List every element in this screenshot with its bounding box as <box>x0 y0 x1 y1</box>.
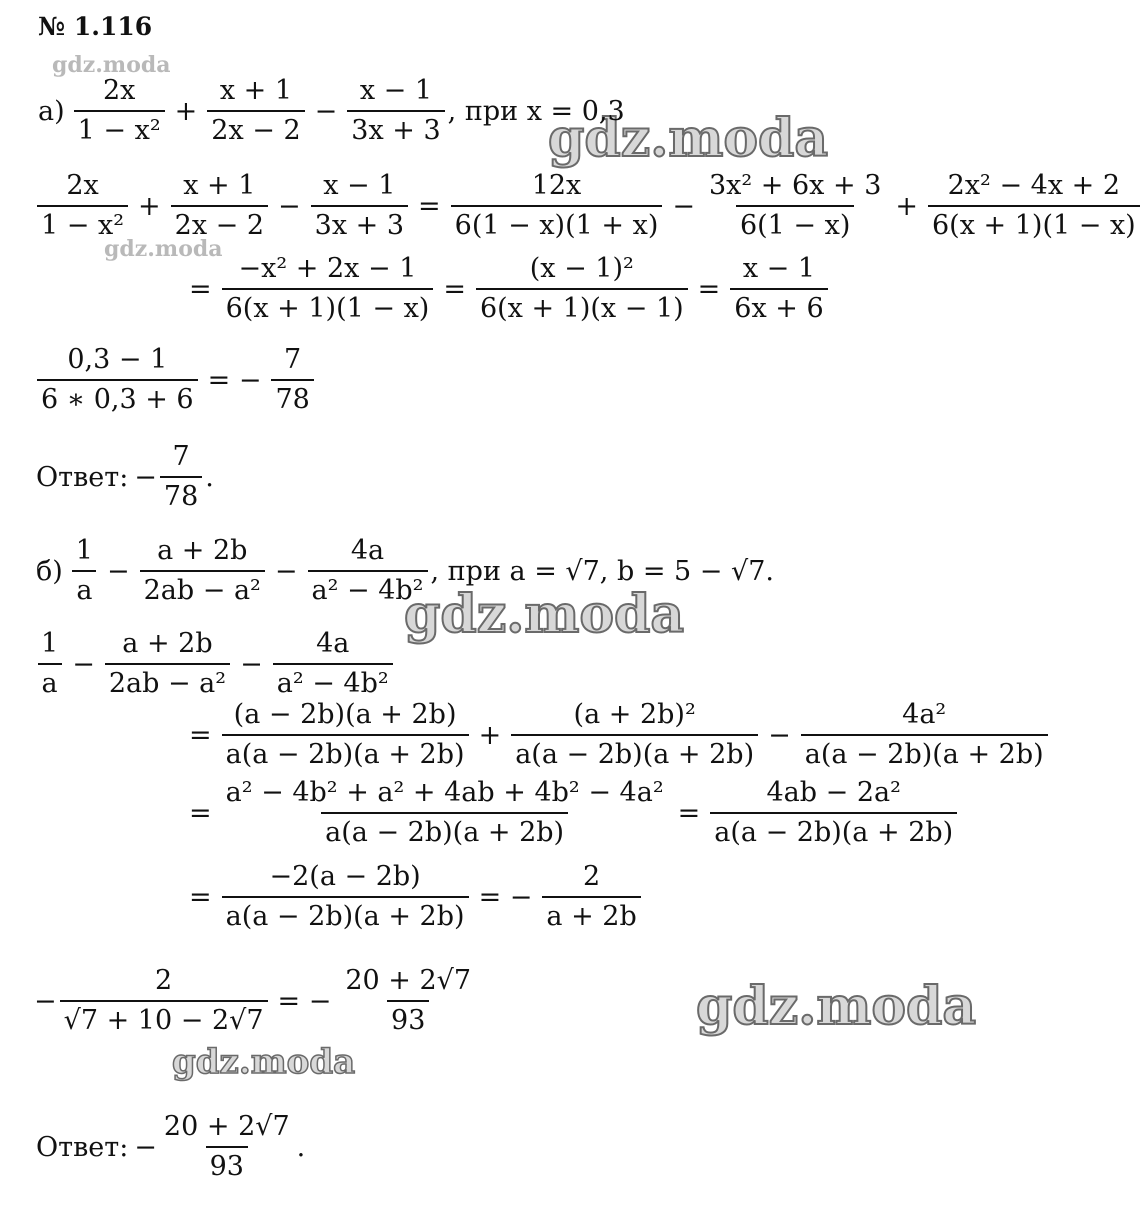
part-b-step-2 <box>182 778 960 848</box>
period: . <box>296 1131 306 1163</box>
part-a-task <box>38 76 625 146</box>
fraction <box>207 76 304 146</box>
fraction <box>311 171 408 241</box>
fraction <box>140 536 265 606</box>
fraction <box>710 778 957 848</box>
equals-sign: = <box>189 797 212 829</box>
denominator: 2ab − a² <box>140 570 265 606</box>
numerator: 3x² + 6x + 3 <box>708 170 882 201</box>
numerator: 2x² − 4x + 2 <box>947 170 1121 201</box>
fraction <box>801 700 1048 770</box>
part-a-step-2 <box>182 254 831 324</box>
denominator: a + 2b <box>542 896 640 932</box>
denominator: √7 + 10 − 2√7 <box>60 1000 268 1036</box>
operator: + <box>895 190 918 222</box>
numerator: 4a <box>316 628 350 659</box>
watermark: gdz.moda <box>104 236 223 262</box>
fraction <box>60 966 268 1036</box>
operator: − <box>278 190 301 222</box>
denominator: 6(1 − x)(1 + x) <box>451 205 663 241</box>
numerator: x + 1 <box>219 75 293 106</box>
condition-text: , при x = 0,3 <box>447 95 625 127</box>
problem-number: № 1.116 <box>38 12 153 41</box>
fraction <box>271 345 313 415</box>
denominator: a² − 4b² <box>273 663 393 699</box>
numerator: 20 + 2√7 <box>345 965 472 996</box>
denominator: a(a − 2b)(a + 2b) <box>321 812 568 848</box>
fraction <box>341 966 475 1036</box>
answer-label: Ответ: <box>36 461 129 493</box>
watermark: gdz.moda <box>548 108 829 169</box>
numerator: x + 1 <box>183 170 256 201</box>
operator: − <box>672 190 695 222</box>
part-b-label: б) <box>36 555 63 587</box>
fraction <box>222 778 668 848</box>
operator: + <box>174 95 198 127</box>
fraction <box>542 862 640 932</box>
fraction <box>74 76 165 146</box>
part-b-calculation <box>34 966 478 1036</box>
part-b-step-1 <box>182 700 1051 770</box>
equals-sign: = <box>443 273 466 305</box>
numerator: x − 1 <box>359 75 433 106</box>
part-a-label: а) <box>38 95 65 127</box>
denominator: 1 − x² <box>74 110 165 146</box>
fraction <box>37 171 128 241</box>
operator: − <box>314 95 338 127</box>
part-b-task <box>36 536 774 606</box>
fraction <box>347 76 444 146</box>
operator: − <box>240 648 263 680</box>
denominator: 2ab − a² <box>105 663 230 699</box>
denominator: 3x + 3 <box>347 110 444 146</box>
part-b-answer <box>36 1112 305 1182</box>
denominator: a(a − 2b)(a + 2b) <box>710 812 957 848</box>
part-b-step-3 <box>182 862 644 932</box>
numerator: 2x <box>66 170 99 201</box>
part-a-answer <box>36 442 214 512</box>
numerator: 4ab − 2a² <box>766 777 901 808</box>
numerator: 12x <box>531 170 582 201</box>
equals-sign: = − <box>478 881 533 913</box>
operator: − <box>72 648 95 680</box>
equals-sign: = <box>189 273 212 305</box>
numerator: 1 <box>41 628 59 659</box>
denominator: 6(x + 1)(1 − x) <box>928 205 1140 241</box>
fraction <box>730 254 827 324</box>
fraction <box>476 254 688 324</box>
numerator: 0,3 − 1 <box>67 344 168 375</box>
operator: + <box>138 190 161 222</box>
equals-sign: = <box>418 190 441 222</box>
numerator: x − 1 <box>323 170 396 201</box>
denominator: a(a − 2b)(a + 2b) <box>222 734 469 770</box>
fraction <box>451 171 663 241</box>
watermark: gdz.moda <box>696 976 977 1037</box>
fraction <box>705 171 885 241</box>
fraction <box>37 629 62 699</box>
answer-label: Ответ: <box>36 1131 129 1163</box>
denominator: 78 <box>271 379 313 415</box>
denominator: a(a − 2b)(a + 2b) <box>801 734 1048 770</box>
part-a-calculation <box>34 344 317 415</box>
denominator: a(a − 2b)(a + 2b) <box>511 734 758 770</box>
fraction <box>222 700 469 770</box>
denominator: 3x + 3 <box>311 205 408 241</box>
fraction <box>37 345 198 415</box>
denominator: 6(x + 1)(1 − x) <box>222 288 434 324</box>
numerator: 2 <box>154 965 173 996</box>
period: . <box>205 461 214 493</box>
minus-sign: − <box>134 461 157 493</box>
watermark: gdz.moda <box>172 1042 356 1082</box>
fraction <box>273 629 393 699</box>
numerator: x − 1 <box>742 253 816 284</box>
denominator: 1 − x² <box>37 205 128 241</box>
numerator: −2(a − 2b) <box>269 861 421 892</box>
fraction <box>160 1112 294 1182</box>
part-b-expression <box>34 628 396 699</box>
numerator: (x − 1)² <box>529 253 634 284</box>
equals-sign: = − <box>207 364 262 396</box>
fraction <box>171 171 268 241</box>
equals-sign: = <box>189 881 212 913</box>
numerator: 7 <box>172 441 190 472</box>
watermark: gdz.moda <box>52 52 171 78</box>
equals-sign: = <box>697 273 721 305</box>
fraction <box>72 536 97 606</box>
operator: + <box>478 719 502 751</box>
denominator: 6(1 − x) <box>736 205 854 241</box>
denominator: a <box>72 570 96 606</box>
fraction <box>511 700 758 770</box>
denominator: a <box>38 663 62 699</box>
minus-sign: − <box>134 1131 157 1163</box>
denominator: a(a − 2b)(a + 2b) <box>222 896 469 932</box>
minus-sign: − <box>34 985 57 1017</box>
denominator: 6(x + 1)(x − 1) <box>476 288 688 324</box>
denominator: a² − 4b² <box>308 570 428 606</box>
numerator: 2 <box>582 861 601 892</box>
watermark: gdz.moda <box>404 584 685 645</box>
numerator: 7 <box>284 344 302 375</box>
condition-text: , при a = √7, b = 5 − √7. <box>430 555 774 587</box>
fraction <box>105 629 230 699</box>
fraction <box>160 442 202 512</box>
numerator: a² − 4b² + a² + 4ab + 4b² − 4a² <box>225 777 664 808</box>
numerator: (a − 2b)(a + 2b) <box>233 699 457 730</box>
numerator: (a + 2b)² <box>573 699 696 730</box>
numerator: −x² + 2x − 1 <box>238 253 417 284</box>
part-a-step-1 <box>34 170 1143 241</box>
operator: − <box>106 555 130 587</box>
equals-sign: = − <box>277 985 332 1017</box>
fraction <box>222 862 469 932</box>
denominator: 93 <box>206 1146 248 1182</box>
fraction <box>308 536 428 606</box>
numerator: 1 <box>75 535 93 566</box>
fraction <box>928 171 1140 241</box>
fraction <box>222 254 434 324</box>
denominator: 2x − 2 <box>207 110 304 146</box>
numerator: 4a² <box>902 699 947 730</box>
numerator: 20 + 2√7 <box>163 1111 290 1142</box>
numerator: a + 2b <box>157 535 248 566</box>
operator: − <box>768 719 791 751</box>
denominator: 6 ∗ 0,3 + 6 <box>37 379 198 415</box>
equals-sign: = <box>189 719 212 751</box>
numerator: a + 2b <box>122 628 213 659</box>
denominator: 93 <box>387 1000 429 1036</box>
numerator: 2x <box>102 75 136 106</box>
numerator: 4a <box>350 535 385 566</box>
denominator: 6x + 6 <box>730 288 827 324</box>
denominator: 78 <box>160 476 202 512</box>
denominator: 2x − 2 <box>171 205 268 241</box>
operator: − <box>274 555 298 587</box>
equals-sign: = <box>677 797 701 829</box>
